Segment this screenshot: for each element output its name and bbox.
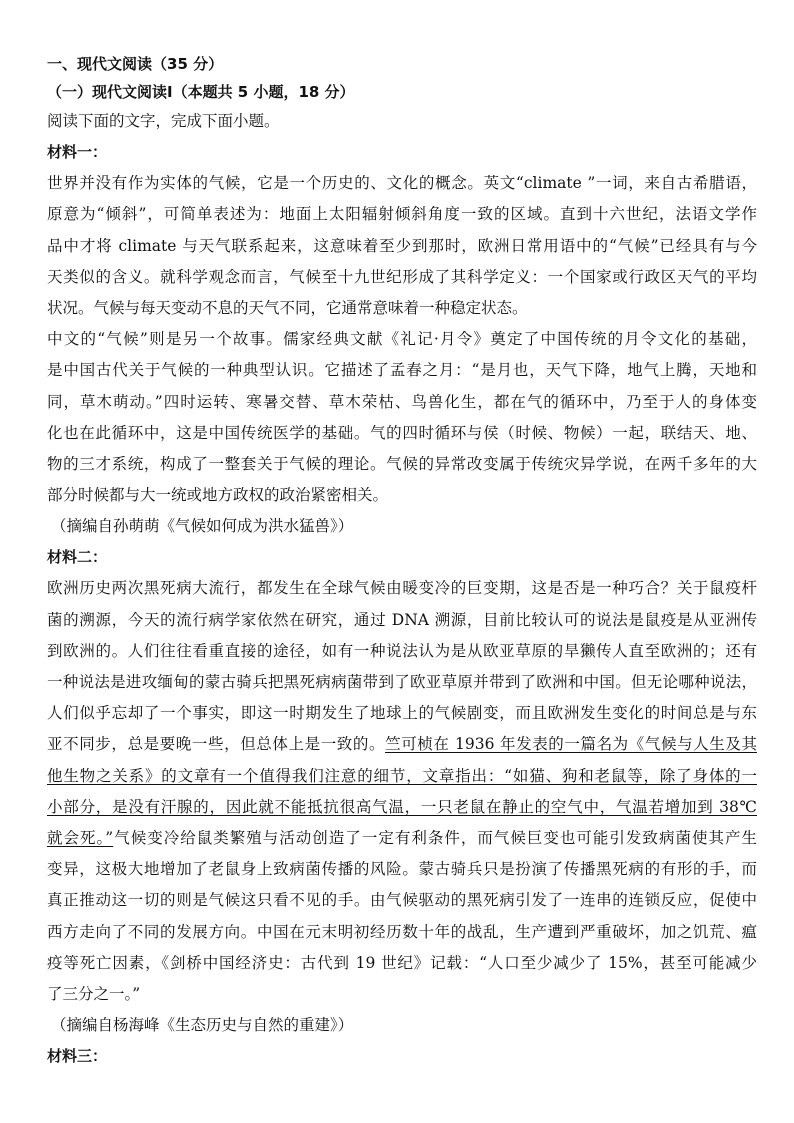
material-two-label: 材料二： [47, 548, 108, 567]
underlined-quote: 就会死。” [47, 828, 114, 847]
text-line [47, 823, 757, 854]
text-line: 原意为“倾斜”，可简单表述为：地面上太阳辐射倾斜角度一致的区域。直到十六世纪，法语文学作 [47, 205, 757, 224]
text-line: 状况。气候与每天变动不息的天气不同，它通常意味着一种稳定状态。 [47, 298, 528, 317]
plain-text: 亚不同步，总是要晚一些，但总体上是一致的。 [47, 735, 386, 754]
document-page [47, 50, 757, 1072]
underlined-quote: 竺可桢在 1936 年发表的一篇名为《气候与人生及其 [385, 735, 757, 754]
material-two-paragraph [47, 573, 757, 1010]
material-one-label: 材料一： [47, 143, 108, 162]
section-heading: 一、现代文阅读（35 分） [47, 55, 224, 73]
text-line: 是中国古代关于气候的一种典型认识。它描述了孟春之月：“是月也，天气下降，地气上腾，天地和 [47, 361, 757, 380]
text-line: 世界并没有作为实体的气候，它是一个历史的、文化的概念。英文“climate ”一词，来自古希腊语， [47, 174, 757, 193]
material-one-paragraph-2 [47, 324, 757, 511]
text-line: 疫等死亡因素，《剑桥中国经济史：古代到 19 世纪》记载：“人口至少减少了 15%，甚至可能减少 [47, 953, 757, 972]
text-line: 欧洲历史两次黑死病大流行，都发生在全球气候由暖变冷的巨变期，这是否是一种巧合？关于鼠疫杆 [47, 579, 757, 598]
material-three-label: 材料三： [47, 1047, 108, 1066]
text-line: 真正推动这一切的则是气候这只看不见的手。由气候驱动的黑死病引发了一连串的连锁反应，促使中 [47, 891, 757, 910]
plain-text: 气候变冷给鼠类繁殖与活动创造了一定有利条件，而气候巨变也可能引发致病菌使其产生 [113, 828, 757, 847]
text-line: 到欧洲的。人们往往看重直接的途径，如有一种说法认为是从欧亚草原的旱獭传人直至欧洲的；还有 [47, 641, 757, 660]
text-line: 西方走向了不同的发展方向。中国在元末明初经历数十年的战乱，生产遭到严重破坏，加之饥荒、瘟 [47, 922, 757, 941]
text-line: 人们似乎忘却了一个事实，即这一时期发生了地球上的气候剧变，而且欧洲发生变化的时间总是与东 [47, 704, 757, 723]
underlined-quote: 他生物之关系》的文章有一个值得我们注意的细节，文章指出：“如猫、狗和老鼠等，除了身体的一 [47, 766, 757, 785]
material-two-source: （摘编自杨海峰《生态历史与自然的重建》） [51, 1016, 354, 1035]
text-line: 中文的“气候”则是另一个故事。儒家经典文献《礼记·月令》奠定了中国传统的月令文化的基础， [47, 330, 757, 349]
subsection-heading: （一）现代文阅读Ⅰ（本题共 5 小题，18 分） [47, 83, 355, 101]
material-one-source: （摘编自孙萌萌《气候如何成为洪水猛兽》） [51, 517, 354, 536]
text-line [47, 761, 757, 792]
text-line: 一种说法是进攻缅甸的蒙古骑兵把黑死病病菌带到了欧亚草原并带到了欧洲和中国。但无论哪种说法， [47, 673, 757, 691]
text-line: 物的三才系统，构成了一整套关于气候的理论。气候的异常改变属于传统灾异学说，在两千多年的大 [47, 454, 757, 473]
text-line: 天类似的含义。就科学观念而言，气候至十九世纪形成了其科学定义：一个国家或行政区天气的平均 [47, 267, 757, 286]
underlined-quote: 小部分，是没有汗腺的，因此就不能抵抗很高气温，一只老鼠在静止的空气中，气温若增加到 38℃ [47, 797, 757, 816]
text-line: 品中才将 climate 与天气联系起来，这意味着至少到那时，欧洲日常用语中的“气候”已经具有与今 [47, 236, 757, 255]
text-line: 化也在此循环中，这是中国传统医学的基础。气的四时循环与侯（时候、物候）一起，联结天、地、 [47, 423, 757, 442]
instruction-text: 阅读下面的文字，完成下面小题。 [47, 112, 280, 130]
text-line [47, 792, 757, 823]
material-one-paragraph-1 [47, 168, 757, 324]
text-line: 菌的溯源，今天的流行病学家依然在研究，通过 DNA 溯源，目前比较认可的说法是鼠疫是从亚洲传 [47, 610, 757, 629]
text-line: 变异，这极大地增加了老鼠身上致病菌传播的风险。蒙古骑兵只是扮演了传播黑死病的有形的手，而 [47, 860, 757, 879]
text-line [47, 729, 757, 760]
text-line: 了三分之一。” [47, 984, 141, 1003]
text-line: 部分时候都与大一统或地方政权的政治紧密相关。 [47, 486, 389, 505]
text-line: 同，草木萌动。”四时运转、寒暑交替、草木荣枯、鸟兽化生，都在气的循环中，乃至于人的身体变 [47, 392, 757, 411]
